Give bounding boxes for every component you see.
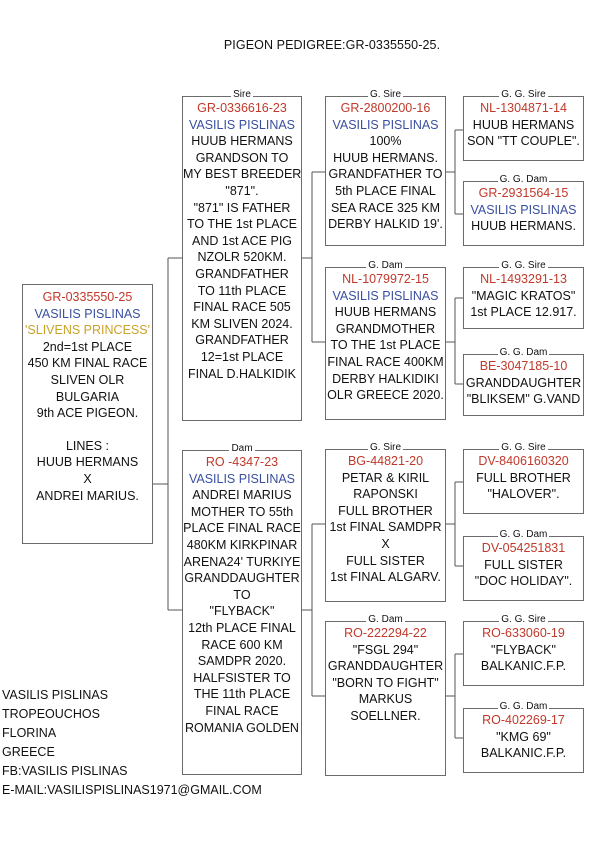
gdam-paternal-line: FINAL RACE 400KM — [327, 354, 444, 369]
breeder-town: TROPEOUCHOS — [2, 707, 100, 721]
ggdam-3-line: FULL SISTER — [484, 557, 563, 572]
sire-line: FINAL D.HALKIDIK — [188, 366, 296, 381]
sire-line: TO 11th PLACE — [197, 283, 287, 298]
dam-line: FINAL RACE — [205, 703, 279, 718]
ggdam-3-box — [463, 529, 584, 601]
ggdam-3-line: "DOC HOLIDAY". — [474, 574, 573, 589]
gsire-maternal-line: X — [381, 536, 390, 551]
gdam-maternal-box — [325, 614, 446, 776]
subject-lines-item: X — [83, 471, 92, 486]
gsire-maternal-ring: BG-44821-20 — [347, 454, 424, 468]
gdam-paternal-line: TO THE 1st PLACE — [330, 338, 441, 353]
sire-owner: VASILIS PISLINAS — [188, 117, 296, 132]
ggsire-3-label: G. G. Sire — [501, 442, 546, 453]
subject-nickname: 'SLIVENS PRINCESS' — [25, 323, 150, 338]
ggsire-4-label: G. G. Sire — [501, 614, 546, 625]
ggsire-2-box — [463, 260, 584, 329]
gdam-maternal-line: MARKUS — [358, 692, 413, 707]
breeder-region: FLORINA — [2, 726, 57, 740]
dam-line: ANDREI MARIUS — [192, 488, 292, 503]
sire-ring: GR-0336616-23 — [197, 101, 287, 115]
ggsire-2-line: "MAGIC KRATOS" — [471, 288, 576, 303]
ggsire-1-box — [463, 89, 584, 161]
ggsire-2-label: G. G. Sire — [501, 260, 546, 271]
gsire-maternal-box — [325, 442, 446, 602]
subject-box — [22, 284, 153, 544]
ggsire-4-line: "FLYBACK" — [491, 642, 556, 657]
sire-line: GRANDSON TO — [195, 150, 289, 165]
ggdam-4-box — [463, 701, 584, 773]
ggdam-2-ring: BE-3047185-10 — [479, 359, 568, 373]
ggsire-3-line: "HALOVER". — [487, 487, 560, 502]
ggdam-1-line: HUUB HERMANS. — [471, 219, 576, 234]
breeder-email: E-MAIL:VASILISPISLINAS1971@GMAIL.COM — [2, 783, 262, 797]
ggsire-4-box — [463, 614, 584, 686]
subject-lines-item: HUUB HERMANS — [36, 455, 139, 470]
ggdam-2-box — [463, 347, 584, 416]
gdam-maternal-line: "FSGL 294" — [352, 642, 419, 657]
ggdam-1-box — [463, 174, 584, 246]
subject-lines-item: ANDREI MARIUS. — [36, 488, 139, 503]
dam-owner: VASILIS PISLINAS — [188, 471, 296, 486]
dam-line: ROMANIA GOLDEN — [185, 720, 299, 735]
dam-line: HALFSISTER TO — [193, 670, 291, 685]
ggsire-3-box — [463, 442, 584, 514]
dam-label: Dam — [231, 443, 253, 454]
gsire-maternal-line: FULL BROTHER — [338, 503, 433, 518]
gdam-maternal-line: SOELLNER. — [350, 708, 421, 723]
gdam-paternal-line: HUUB HERMANS — [334, 305, 437, 320]
dam-line: RACE 600 KM — [201, 637, 283, 652]
gsire-maternal-line: 1st FINAL SAMDPR — [329, 520, 442, 535]
ggsire-1-line: HUUB HERMANS — [472, 117, 575, 132]
gdam-paternal-line: GRANDMOTHER — [335, 321, 436, 336]
dam-line: SAMDPR 2020. — [197, 654, 287, 669]
sire-line: 12=1st PLACE — [200, 349, 284, 364]
gsire-paternal-line: 5th PLACE FINAL — [335, 183, 436, 198]
sire-line: AND 1st ACE PIG — [191, 233, 293, 248]
subject-line: 9th ACE PIGEON. — [36, 406, 139, 421]
sire-line: KM SLIVEN 2024. — [191, 316, 293, 331]
gsire-paternal-label: G. Sire — [369, 89, 402, 100]
gsire-paternal-line: HUUB HERMANS. — [333, 150, 438, 165]
ggsire-1-line: SON "TT COUPLE". — [467, 134, 580, 149]
ggdam-4-label: G. G. Dam — [499, 701, 548, 712]
ggsire-2-line: 1st PLACE 12.917. — [470, 305, 577, 320]
page-title: PIGEON PEDIGREE:GR-0335550-25. — [223, 38, 441, 52]
subject-line: 450 KM FINAL RACE — [27, 356, 148, 371]
subject-ring: GR-0335550-25 — [42, 290, 133, 304]
gdam-paternal-label: G. Dam — [368, 260, 403, 271]
ggdam-1-owner: VASILIS PISLINAS — [470, 202, 577, 217]
ggdam-4-line: BALKANIC.F.P. — [480, 746, 567, 761]
dam-ring: RO -4347-23 — [205, 455, 279, 469]
gsire-maternal-line: 1st FINAL ALGARV. — [330, 570, 441, 585]
gdam-paternal-line: OLR GREECE 2020. — [327, 388, 444, 403]
subject-lines-label: LINES : — [65, 438, 110, 453]
sire-line: "871". — [225, 183, 259, 198]
ggsire-1-ring: NL-1304871-14 — [480, 101, 567, 115]
breeder-contact — [2, 686, 262, 800]
ggdam-1-ring: GR-2931564-15 — [478, 186, 569, 200]
sire-line: "871" IS FATHER — [193, 200, 291, 215]
ggdam-1-label: G. G. Dam — [499, 174, 548, 185]
ggsire-1-label: G. G. Sire — [501, 89, 546, 100]
sire-line: HUUB HERMANS — [191, 134, 293, 149]
ggdam-2-line: GRANDDAUGHTER — [465, 375, 582, 390]
dam-line: THE 11th PLACE — [193, 687, 291, 702]
dam-line: 480KM KIRKPINAR — [186, 537, 298, 552]
gdam-maternal-line: GRANDDAUGHTER — [327, 659, 444, 674]
subject-owner: VASILIS PISLINAS — [34, 306, 141, 321]
breeder-country: GREECE — [2, 745, 55, 759]
sire-line: GRANDFATHER — [195, 333, 289, 348]
dam-line: PLACE FINAL RACE — [183, 521, 301, 536]
gdam-paternal-owner: VASILIS PISLINAS — [332, 288, 439, 303]
gdam-maternal-label: G. Dam — [368, 614, 403, 625]
sire-box — [182, 89, 302, 421]
sire-line: NZOLR 520KM. — [197, 250, 287, 265]
dam-line: 12th PLACE FINAL — [188, 620, 296, 635]
gdam-paternal-box — [325, 260, 446, 420]
sire-label: Sire — [233, 89, 251, 100]
ggsire-3-ring: DV-8406160320 — [478, 454, 569, 468]
ggsire-4-ring: RO-633060-19 — [482, 626, 565, 640]
ggdam-4-ring: RO-402269-17 — [482, 713, 565, 727]
subject-line: 2nd=1st PLACE — [42, 339, 133, 354]
gdam-maternal-ring: RO-222294-22 — [344, 626, 427, 640]
sire-line: FINAL RACE 505 — [193, 300, 291, 315]
sire-line: MY BEST BREEDER — [183, 167, 302, 182]
subject-line: SLIVEN OLR — [50, 372, 125, 387]
breeder-name: VASILIS PISLINAS — [2, 688, 109, 702]
subject-line: BULGARIA — [55, 389, 120, 404]
sire-line: TO THE 1st PLACE — [187, 217, 297, 232]
ggdam-2-line: "BLIKSEM" G.VAND — [466, 392, 581, 407]
gsire-paternal-box — [325, 89, 446, 246]
ggsire-2-ring: NL-1493291-13 — [480, 272, 567, 286]
ggsire-3-line: FULL BROTHER — [476, 470, 571, 485]
ggdam-2-label: G. G. Dam — [499, 347, 548, 358]
dam-line: "FLYBACK" — [209, 604, 275, 619]
gdam-paternal-line: DERBY HALKIDIKI — [332, 371, 439, 386]
gdam-maternal-line: "BORN TO FIGHT" — [332, 675, 439, 690]
gsire-paternal-line: DERBY HALKID 19'. — [328, 217, 443, 232]
gsire-maternal-line: RAPONSKI — [353, 487, 418, 502]
dam-line: TO — [233, 587, 251, 602]
dam-line: ARENA24' TURKIYE — [183, 554, 301, 569]
gsire-paternal-line: SEA RACE 325 KM — [330, 200, 441, 215]
gsire-paternal-line: GRANDFATHER TO — [328, 167, 443, 182]
gsire-maternal-line: FULL SISTER — [346, 553, 425, 568]
gsire-paternal-ring: GR-2800200-16 — [340, 101, 431, 115]
dam-line: GRANDDAUGHTER — [184, 571, 300, 586]
gsire-maternal-label: G. Sire — [369, 442, 402, 453]
ggdam-3-ring: DV-054251831 — [481, 541, 566, 555]
gdam-paternal-ring: NL-1079972-15 — [342, 272, 429, 286]
ggdam-4-line: "KMG 69" — [496, 729, 551, 744]
dam-line: MOTHER TO 55th — [190, 504, 294, 519]
ggdam-3-label: G. G. Dam — [499, 529, 548, 540]
sire-line: GRANDFATHER — [195, 266, 289, 281]
ggsire-4-line: BALKANIC.F.P. — [480, 659, 567, 674]
gsire-paternal-owner: VASILIS PISLINAS — [332, 117, 439, 132]
breeder-facebook: FB:VASILIS PISLINAS — [2, 764, 128, 778]
gsire-paternal-line: 100% — [369, 134, 402, 149]
gsire-maternal-line: PETAR & KIRIL — [341, 470, 430, 485]
